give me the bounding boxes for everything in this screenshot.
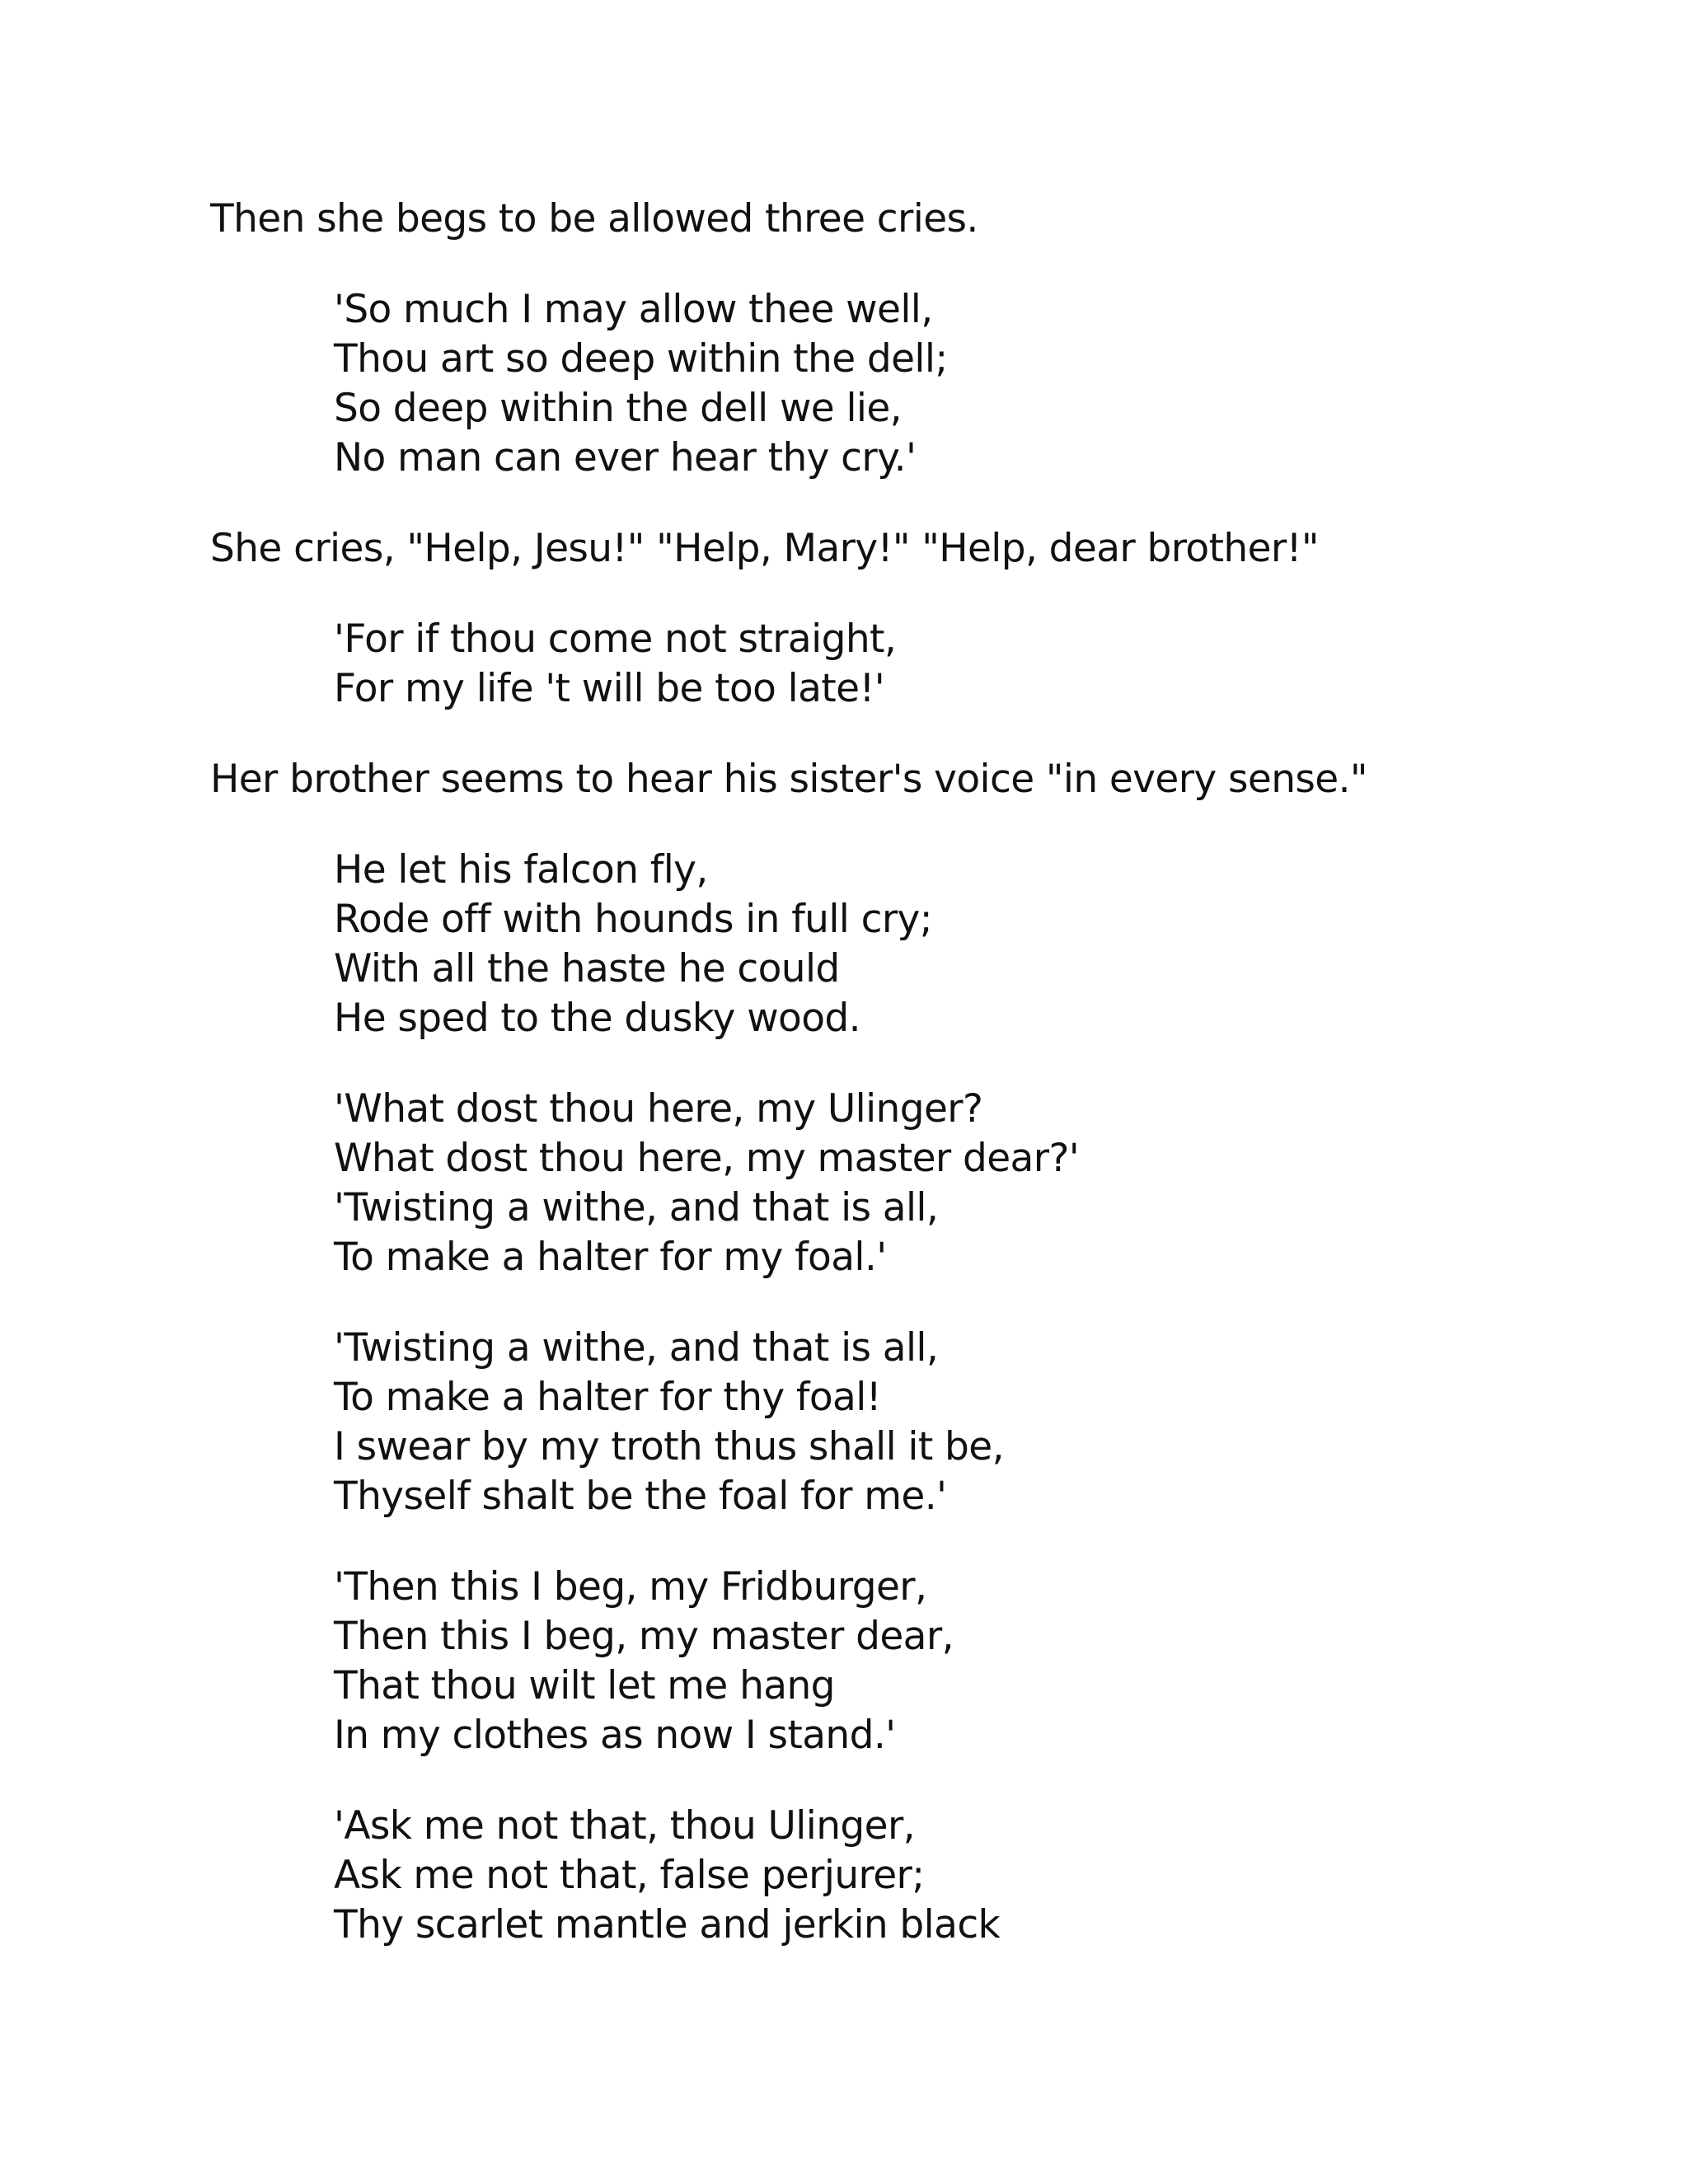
- verse-line: For my life 't will be too late!': [334, 666, 885, 711]
- block-spacer: [210, 574, 1562, 615]
- verse-stanza: [334, 1324, 1562, 1521]
- prose-line: Then she begs to be allowed three cries.: [210, 196, 978, 241]
- block-spacer: [210, 1282, 1562, 1324]
- verse-line: To make a halter for my foal.': [334, 1235, 887, 1280]
- block-spacer: [210, 1760, 1562, 1802]
- verse-line: Then this I beg, my master dear,: [334, 1614, 954, 1659]
- prose-line: Her brother seems to hear his sister's voice "in every sense.": [210, 757, 1367, 802]
- block-spacer: [210, 1521, 1562, 1563]
- verse-line: That thou wilt let me hang: [334, 1663, 835, 1708]
- verse-line: Thyself shalt be the foal for me.': [334, 1474, 947, 1519]
- verse-stanza: [334, 846, 1562, 1043]
- verse-line: 'What dost thou here, my Ulinger?: [334, 1086, 983, 1132]
- block-spacer: [210, 244, 1562, 285]
- verse-line: With all the haste he could: [334, 946, 840, 991]
- block-spacer: [210, 804, 1562, 846]
- verse-stanza: [334, 1563, 1562, 1760]
- verse-line: 'Twisting a withe, and that is all,: [334, 1185, 939, 1230]
- verse-line: Ask me not that, false perjurer;: [334, 1853, 925, 1898]
- verse-line: So deep within the dell we lie,: [334, 386, 903, 431]
- verse-line: 'Twisting a withe, and that is all,: [334, 1325, 939, 1371]
- verse-line: No man can ever hear thy cry.': [334, 435, 917, 480]
- verse-line: Rode off with hounds in full cry;: [334, 897, 933, 942]
- prose-line: She cries, "Help, Jesu!" "Help, Mary!" "Help, dear brother!": [210, 526, 1319, 571]
- verse-line: Thou art so deep within the dell;: [334, 336, 948, 382]
- verse-line: 'For if thou come not straight,: [334, 616, 897, 662]
- verse-line: 'Then this I beg, my Fridburger,: [334, 1564, 927, 1610]
- verse-line: In my clothes as now I stand.': [334, 1713, 896, 1758]
- verse-line: 'So much I may allow thee well,: [334, 287, 933, 332]
- verse-line: He let his falcon fly,: [334, 847, 708, 893]
- prose-paragraph: [210, 755, 1562, 804]
- poem-text: [210, 194, 1562, 1950]
- prose-paragraph: [210, 524, 1562, 574]
- verse-line: To make a halter for thy foal!: [334, 1375, 881, 1420]
- prose-paragraph: [210, 194, 1562, 244]
- verse-stanza: [334, 285, 1562, 483]
- verse-stanza: [334, 1802, 1562, 1950]
- block-spacer: [210, 483, 1562, 524]
- verse-line: 'Ask me not that, thou Ulinger,: [334, 1803, 916, 1849]
- verse-stanza: [334, 1085, 1562, 1282]
- verse-line: He sped to the dusky wood.: [334, 996, 860, 1041]
- verse-line: What dost thou here, my master dear?': [334, 1136, 1080, 1181]
- block-spacer: [210, 1043, 1562, 1085]
- verse-stanza: [334, 615, 1562, 714]
- block-spacer: [210, 714, 1562, 755]
- verse-line: I swear by my troth thus shall it be,: [334, 1424, 1004, 1469]
- verse-line: Thy scarlet mantle and jerkin black: [334, 1902, 1001, 1947]
